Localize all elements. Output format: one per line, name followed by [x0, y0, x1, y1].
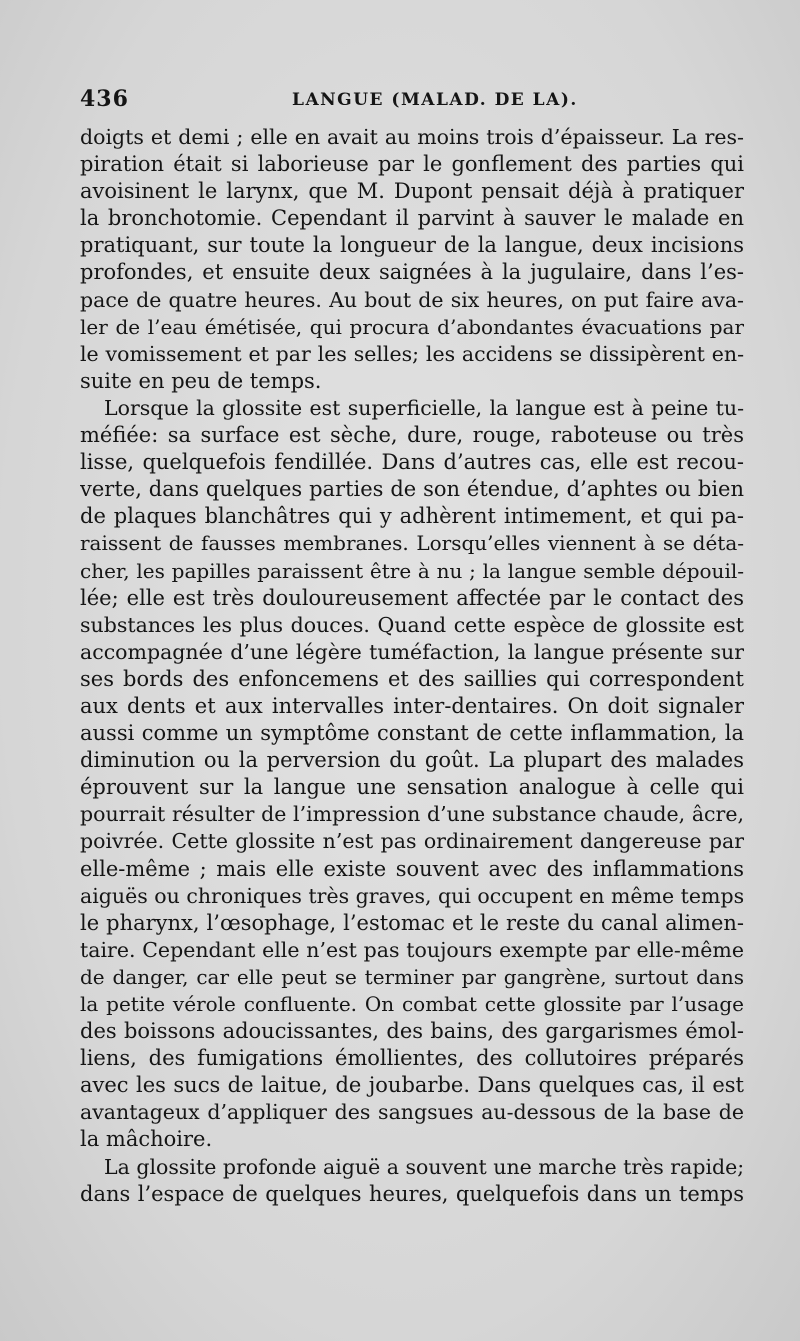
text-line: pourrait résulter de l’impression d’une substance chaude, âcre,	[80, 802, 744, 827]
text-line: doigts et demi ; elle en avait au moins trois d’épaisseur. La res-	[80, 125, 744, 149]
text-line: aux dents et aux intervalles inter-dentaires. On doit signaler	[80, 693, 744, 718]
text-line: le pharynx, l’œsophage, l’estomac et le reste du canal alimen-	[80, 910, 744, 935]
text-line: diminution ou la perversion du goût. La plupart des malades	[80, 748, 744, 773]
page-header	[80, 84, 744, 120]
text-line: cher, les papilles paraissent être à nu ; la langue semble dépouil-	[80, 558, 744, 583]
text-line: méfiée: sa surface est sèche, dure, rouge, raboteuse ou très	[80, 423, 744, 448]
body-text	[80, 124, 744, 1208]
text-line: raissent de fausses membranes. Lorsqu’elles viennent à se déta-	[80, 531, 744, 556]
page-number: 436	[80, 86, 129, 112]
text-line: pace de quatre heures. Au bout de six heures, on put faire ava-	[80, 287, 744, 312]
text-line: taire. Cependant elle n’est pas toujours exempte par elle-même	[80, 937, 744, 962]
text-line: éprouvent sur la langue une sensation analogue à celle qui	[80, 775, 744, 800]
text-line: elle-même ; mais elle existe souvent avec des inflammations	[80, 856, 744, 881]
text-line: substances les plus douces. Quand cette espèce de glossite est	[80, 612, 744, 637]
text-line: la bronchotomie. Cependant il parvint à sauver le malade en	[80, 206, 744, 231]
text-line: des boissons adoucissantes, des bains, des gargarismes émol-	[80, 1019, 744, 1044]
text-line: La glossite profonde aiguë a souvent une marche très rapide;	[104, 1154, 744, 1179]
text-line: profondes, et ensuite deux saignées à la jugulaire, dans l’es-	[80, 260, 744, 285]
text-line: dans l’espace de quelques heures, quelquefois dans un temps	[80, 1181, 744, 1206]
text-line: Lorsque la glossite est superficielle, la langue est à peine tu-	[104, 395, 744, 420]
text-line: avec les sucs de laitue, de joubarbe. Dans quelques cas, il est	[80, 1073, 744, 1098]
text-line: avoisinent le larynx, que M. Dupont pensait déjà à pratiquer	[80, 179, 744, 204]
text-line: poivrée. Cette glossite n’est pas ordinairement dangereuse par	[80, 829, 744, 854]
text-line: de danger, car elle peut se terminer par gangrène, surtout dans	[80, 964, 744, 989]
running-title: LANGUE (MALAD. DE LA).	[292, 90, 578, 110]
text-line: ses bords des enfoncemens et des saillies qui correspondent	[80, 666, 744, 691]
text-line: aussi comme un symptôme constant de cette inflammation, la	[80, 721, 744, 746]
text-line: aiguës ou chroniques très graves, qui occupent en même temps	[80, 883, 744, 908]
text-line: verte, dans quelques parties de son étendue, d’aphtes ou bien	[80, 477, 744, 502]
text-line: piration était si laborieuse par le gonflement des parties qui	[80, 152, 744, 177]
text-line: lisse, quelquefois fendillée. Dans d’autres cas, elle est recou-	[80, 450, 744, 475]
text-line: le vomissement et par les selles; les accidens se dissipèrent en-	[80, 341, 744, 366]
text-line: la mâchoire.	[80, 1127, 213, 1152]
text-line: ler de l’eau émétisée, qui procura d’abondantes évacuations par	[80, 314, 744, 339]
text-line: de plaques blanchâtres qui y adhèrent intimement, et qui pa-	[80, 504, 744, 529]
text-line: suite en peu de temps.	[80, 368, 322, 393]
text-line: la petite vérole confluente. On combat cette glossite par l’usage	[80, 992, 744, 1016]
text-line: pratiquant, sur toute la longueur de la langue, deux incisions	[80, 233, 744, 258]
text-line: avantageux d’appliquer des sangsues au-dessous de la base de	[80, 1100, 744, 1125]
text-line: lée; elle est très douloureusement affectée par le contact des	[80, 585, 744, 610]
text-line: liens, des fumigations émollientes, des collutoires préparés	[80, 1046, 744, 1071]
text-line: accompagnée d’une légère tuméfaction, la langue présente sur	[80, 639, 744, 664]
